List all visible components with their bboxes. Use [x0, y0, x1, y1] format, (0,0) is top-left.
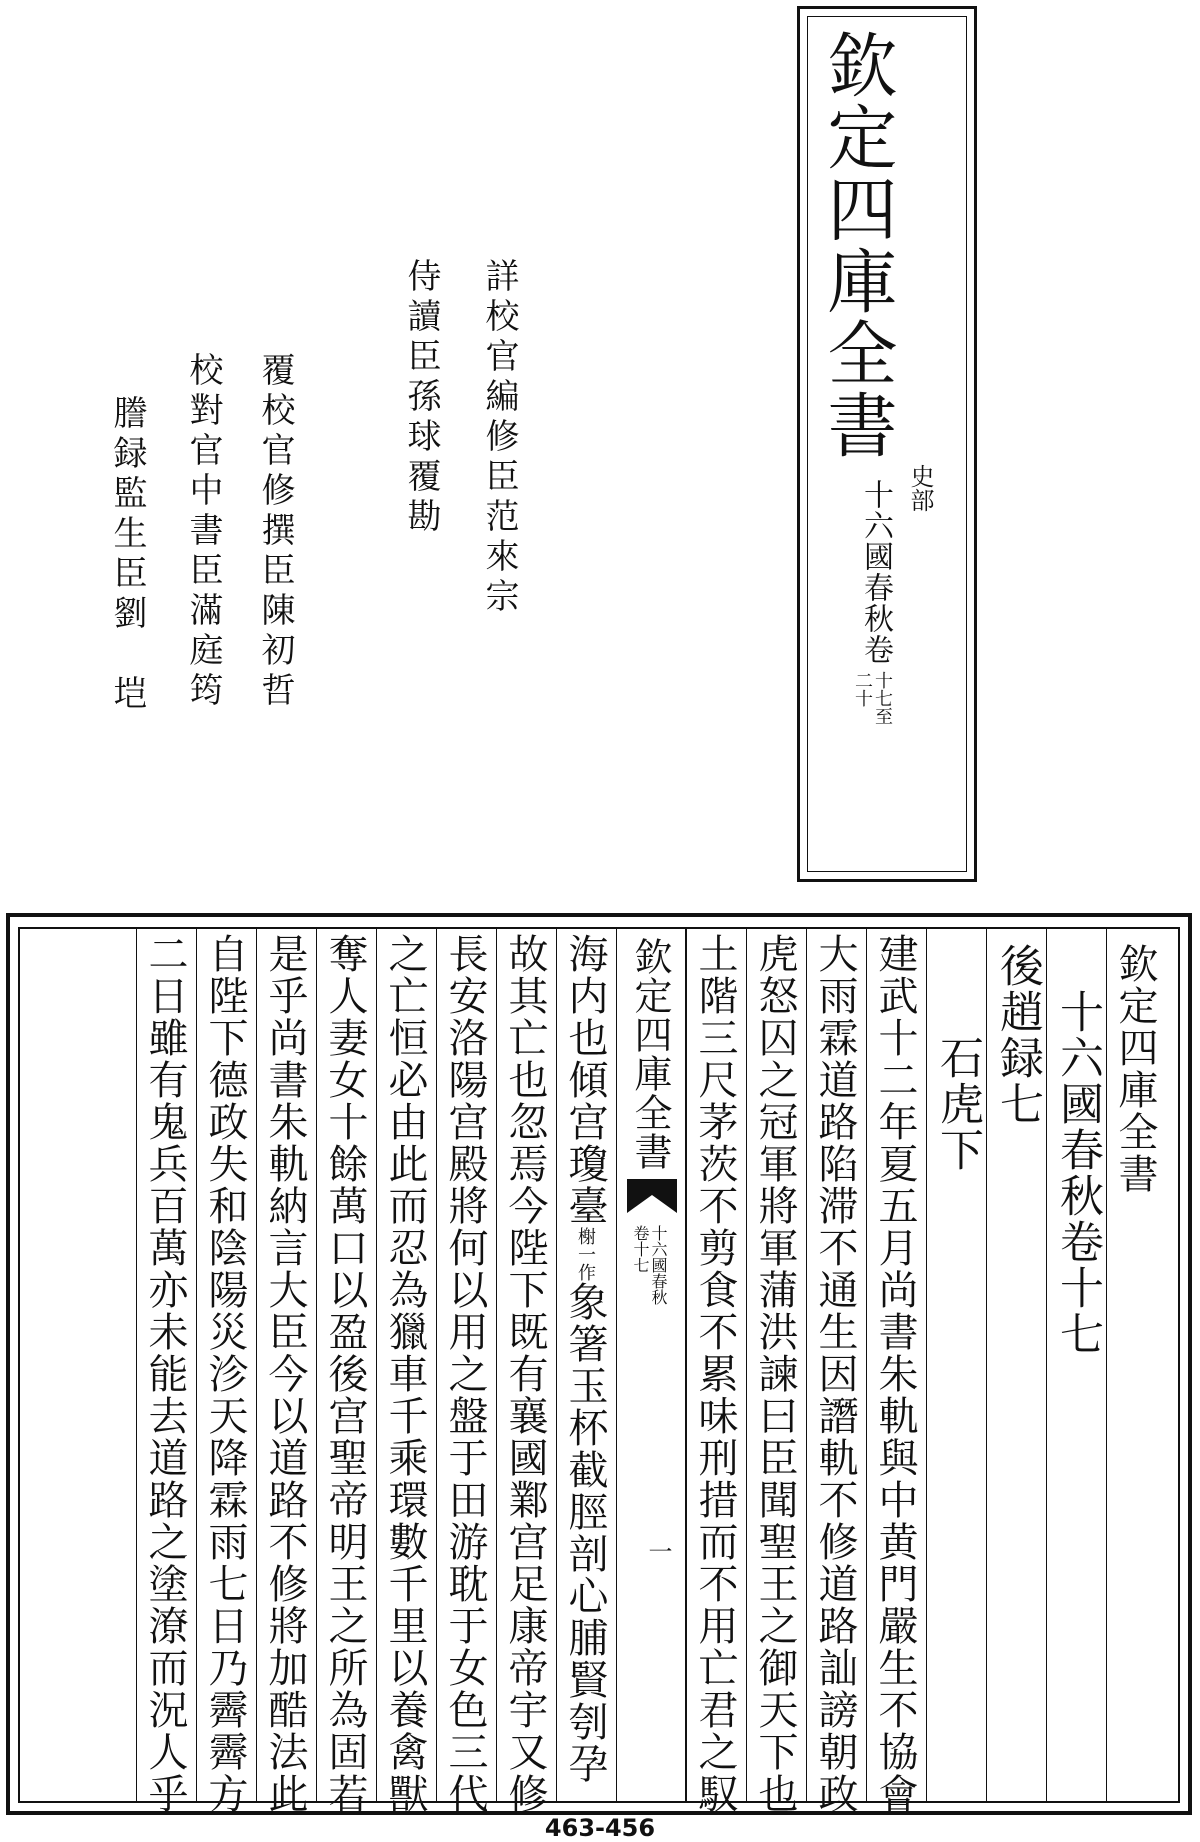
column-text: 虎怒囚之冠軍將軍蒲洪諫曰臣聞聖王之御天下也: [752, 933, 798, 1815]
credit-xiangjiao: 詳校官編修臣范來宗: [479, 258, 519, 618]
page-number: 463-456: [544, 1814, 656, 1842]
text-column: [436, 929, 496, 1815]
text-column: [1046, 929, 1106, 1801]
center-fold-column: [616, 929, 686, 1801]
credit-tenglu: 謄録監生臣劉 垲: [107, 395, 147, 715]
text-page-frame: [6, 913, 1192, 1815]
text-column: [556, 929, 616, 1801]
column-text: 二日雖有鬼兵百萬亦未能去道路之塗潦而況人乎: [142, 933, 188, 1815]
cover-main-title: 欽定四庫全書: [816, 29, 898, 461]
center-page-number: 一: [644, 1539, 672, 1563]
column-text: 長安洛陽宫殿將何以用之盤于田游耽于女色三代: [442, 933, 488, 1815]
text-column: [256, 929, 316, 1815]
text-column: [316, 929, 376, 1815]
text-column: [686, 929, 747, 1815]
fish-tail-mark-icon: [627, 1179, 677, 1213]
credit-jiaodui: 校對官中書臣滿庭筠: [183, 352, 223, 712]
column-text: 之亡恒必由此而忍為獵車千乘環數千里以養禽獸: [382, 933, 428, 1815]
cover-section: 史部: [906, 464, 934, 512]
column-text: 土階三尺茅茨不剪食不累味刑措而不用亡君之馭: [692, 933, 738, 1815]
text-page-inner: [18, 927, 1180, 1815]
column-text: 十六國春秋卷十七: [1052, 989, 1103, 1357]
text-column: [196, 929, 256, 1815]
text-column: [746, 929, 806, 1815]
column-text: 海内也傾宫瓊臺榭一作象箸玉杯截脛剖心脯賢刳孕: [562, 933, 608, 1785]
column-text: 奪人妻女十餘萬口以盈後宫聖帝明王之所為固若: [322, 933, 368, 1815]
column-text: 自陛下德政失和陰陽災沴天降霖雨七日乃霽霽方: [202, 933, 248, 1815]
column-text: 建武十二年夏五月尚書朱軌與中黄門嚴生不協會: [872, 933, 918, 1815]
cover-volume-note: 十七至 二十: [852, 671, 893, 725]
cover-book-title: 十六國春秋卷: [858, 479, 893, 665]
title-slip: [797, 6, 977, 882]
column-text: 石虎下: [932, 989, 983, 1173]
credit-fujiao: 覆校官修撰臣陳初哲: [255, 352, 295, 712]
text-column: [986, 929, 1046, 1801]
column-text: 故其亡也忽焉今陛下既有襄國鄴宫足康帝宇又修: [502, 933, 548, 1815]
column-text: 後趙録七: [992, 943, 1043, 1127]
column-text: 大雨霖道路陷滞不通生因譖軌不修道路訕謗朝政: [812, 933, 858, 1815]
text-column: [376, 929, 436, 1815]
text-column: [136, 929, 196, 1815]
column-text: 是乎尚書朱軌納言大臣今以道路不修將加酷法此: [262, 933, 308, 1815]
text-column: [866, 929, 926, 1815]
credit-shidu: 侍讀臣孫球覆勘: [401, 258, 441, 538]
text-column: [806, 929, 866, 1815]
text-column: [1106, 929, 1166, 1801]
center-subtitle: 十六國春秋 卷十七: [631, 1225, 668, 1305]
text-column: [926, 929, 986, 1801]
center-banner: 欽定四庫全書: [628, 937, 672, 1171]
inline-annotation: 榭一作: [575, 1227, 596, 1281]
column-text: 欽定四庫全書: [1112, 943, 1158, 1195]
text-column: [496, 929, 556, 1815]
